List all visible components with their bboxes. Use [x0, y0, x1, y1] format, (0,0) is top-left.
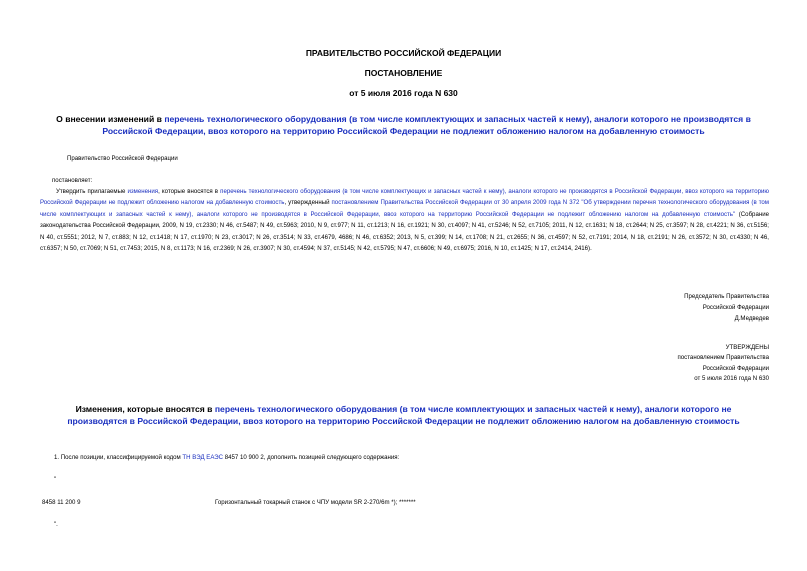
signature-name: Д.Медведев: [734, 315, 769, 322]
approved-line-2: постановлением Правительства: [677, 354, 769, 361]
changes-title-link[interactable]: перечень технологического оборудования (в том числе комплектующих и запасных частей к нему), аналоги которого не производятся в Российской Федерации, ввоз которого на территорию Российской Федерации не подлежит обложению налогом на добавленную стоимость: [67, 404, 740, 426]
decides-line: постановляет:: [52, 177, 93, 184]
link-changes[interactable]: изменения: [127, 188, 159, 195]
approved-line-1: УТВЕРЖДЕНЫ: [725, 344, 769, 351]
paragraph-text-1: Утвердить прилагаемые: [56, 188, 128, 195]
approved-line-4: от 5 июля 2016 года N 630: [694, 375, 769, 382]
signature-line-1: Председатель Правительства: [684, 293, 769, 300]
paragraph-text-2: , которые вносятся в: [158, 188, 221, 195]
paragraph-text-3: , утвержденный: [284, 199, 332, 207]
document-title: [52, 113, 755, 137]
quote-open: ": [54, 476, 57, 483]
document-date: от 5 июля 2016 года N 630: [349, 88, 458, 98]
title-link-equipment-list[interactable]: перечень технологического оборудования (в том числе комплектующих и запасных частей к нему), аналоги которого не производятся в Российской Федерации, ввоз которого на территорию Российской Федерации не подлежит обложению налогом на добавленную стоимость: [102, 114, 751, 136]
link-tn-ved[interactable]: ТН ВЭД ЕАЭС: [182, 454, 224, 461]
signature-line-2: Российской Федерации: [702, 304, 769, 311]
title-prefix: О внесении изменений в: [56, 114, 165, 124]
government-heading: ПРАВИТЕЛЬСТВО РОССИЙСКОЙ ФЕДЕРАЦИИ: [305, 48, 502, 58]
main-paragraph: [40, 186, 769, 254]
paragraph-text-4: (Собрание законодательства Российской Федерации, 2009, N 19, ст.2330; N 46, ст.5487; N 49, ст.5963; 2010, N 9, ст.977; N 11, ст.1213; N 16, ст.1921; N 30, ст.4097; N 41, ст.5246; N 52, ст.7105; 2011, N 12, ст.1631; N 18, ст.2644; N 25, ст.3597; N 28, ст.4221; N 36, ст.5156; N 40, ст.5551; 2012, N 7, ст.883; N 12, ст.1418; N 17, ст.1970; N 23, ст.3017; N 26, ст.3514; N 33, ст.4679, 4686; N 46, ст.6352; 2013, N 5, ст.399; N 14, ст.1708; N 21, ст.2655; N 36, ст.4597; N 52, ст.7191; 2014, N 18, ст.2191; N 26, ст.3572; N 30, ст.4330; N 46, ст.6357; N 50, ст.7069; N 51, ст.7453; 2015, N 8, ст.1173; N 16, ст.2369; N 26, ст.3907; N 30, ст.4594; N 37, ст.5145; N 42, ст.5795; N 47, ст.6606; N 49, ст.6975; 2016, N 10, ст.1425; N 17, ст.2414, 2416).: [40, 210, 769, 253]
changes-title-prefix: Изменения, которые вносятся в: [75, 404, 215, 414]
link-equipment-list[interactable]: перечень технологического оборудования (в том числе комплектующих и запасных частей к нему), аналоги которого не производятся в Российской Федерации, ввоз которого на территорию Российской Федерации не подлежит обложению налогом на добавленную стоимость: [40, 188, 769, 207]
item-1-text-b: 8457 10 900 2, дополнить позицией следующего содержания:: [223, 454, 400, 461]
changes-title: [52, 403, 755, 427]
document-type: ПОСТАНОВЛЕНИЕ: [364, 68, 443, 78]
item-1-text-a: 1. После позиции, классифицируемой кодом: [54, 454, 183, 461]
row-code: 8458 11 200 9: [42, 499, 81, 506]
link-decree-372[interactable]: постановлением Правительства Российской Федерации от 30 апреля 2009 года N 372 "Об утверждении перечня технологического оборудования (в том числе комплектующих и запасных частей к нему), аналоги которого не производятся в Российской Федерации, ввоз которого на территорию Российской Федерации не подлежит обложению налогом на добавленную стоимость": [40, 199, 769, 218]
row-description: Горизонтальный токарный станок с ЧПУ модели SR 2-270/6m *); *******: [215, 499, 416, 506]
approved-line-3: Российской Федерации: [702, 365, 769, 372]
government-line: Правительство Российской Федерации: [67, 155, 178, 162]
quote-close: ".: [54, 521, 58, 528]
item-1: [54, 452, 399, 463]
